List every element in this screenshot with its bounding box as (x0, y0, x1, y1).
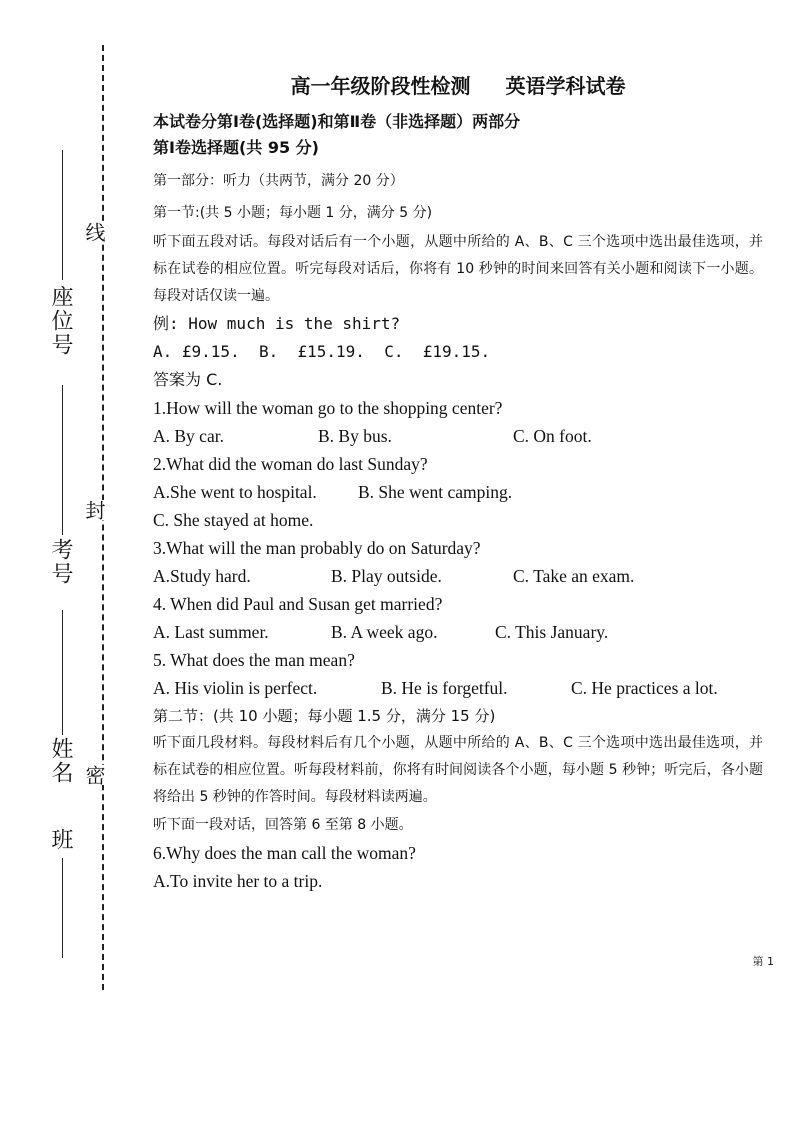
option-c: C. This January. (495, 622, 609, 642)
part-one-heading: 第Ⅰ卷选择题(共 95 分) (153, 138, 319, 157)
seat-number-blank (62, 150, 63, 280)
option-c: C. He practices a lot. (571, 678, 718, 698)
option-a: A. His violin is perfect. (153, 678, 318, 698)
listening-part-title: 第一部分：听力（共两节，满分 20 分） (153, 173, 404, 189)
section-two-title: 第二节：(共 10 小题；每小题 1.5 分，满分 15 分) (153, 707, 496, 725)
name-label: 姓名 (48, 737, 73, 785)
question-options (153, 618, 763, 646)
exam-number-blank (62, 385, 63, 535)
exam-intro: 本试卷分第Ⅰ卷(选择题)和第Ⅱ卷（非选择题）两部分 (153, 112, 521, 131)
class-label: 班 (48, 828, 73, 852)
binding-margin (0, 0, 110, 1000)
option-b: B. He is forgetful. (381, 678, 508, 698)
option-b: B. By bus. (318, 426, 392, 446)
example-question: 例: How much is the shirt? (153, 314, 401, 333)
option-b: B. A week ago. (331, 622, 438, 642)
option-c: C. Take an exam. (513, 566, 635, 586)
exam-number-label: 考号 (48, 538, 73, 586)
question-6-option-a: A.To invite her to a trip. (153, 871, 323, 891)
question-text: 1.How will the woman go to the shopping center? (153, 398, 503, 418)
section-two-instructions: 听下面几段材料。每段材料后有几个小题，从题中所给的 A、B、C 三个选项中选出最佳选项，并标在试卷的相应位置。听每段材料前，你将有时间阅读各个小题，每小题 5 秒钟；听完后，各小题将给出 5 秒钟的作答时间。每段材料读两遍。 (153, 735, 763, 805)
exam-content (153, 70, 763, 895)
exam-title: 高一年级阶段性检测 英语学科试卷 (290, 74, 626, 98)
question-options (153, 478, 763, 506)
option-b: B. Play outside. (331, 566, 442, 586)
class-blank (62, 858, 63, 958)
example-options: A. £9.15. B. £15.19. C. £19.15. (153, 342, 491, 361)
option-a: A.Study hard. (153, 566, 251, 586)
section-one-instructions: 听下面五段对话。每段对话后有一个小题，从题中所给的 A、B、C 三个选项中选出最佳选项，并标在试卷的相应位置。听完每段对话后，你将有 10 秒钟的时间来回答有关小题和阅读下一小题。每段对话仅读一遍。 (153, 234, 763, 304)
question-4 (153, 590, 763, 646)
option-a: A. Last summer. (153, 622, 269, 642)
seal-mark-secret: 密 (80, 765, 109, 785)
question-text: 5. What does the man mean? (153, 650, 355, 670)
question-options (153, 562, 763, 590)
option-c: C. On foot. (513, 426, 592, 446)
question-text: 3.What will the man probably do on Saturday? (153, 538, 481, 558)
seal-mark-seal: 封 (80, 500, 109, 520)
question-5 (153, 646, 763, 702)
question-6-text: 6.Why does the man call the woman? (153, 843, 416, 863)
question-3 (153, 534, 763, 590)
dialogue-intro: 听下面一段对话，回答第 6 至第 8 小题。 (153, 817, 413, 833)
question-2 (153, 450, 763, 534)
option-c: C. She stayed at home. (153, 510, 314, 530)
question-1 (153, 394, 763, 450)
seat-number-label: 座位号 (48, 285, 73, 357)
question-options (153, 422, 763, 450)
option-a: A. By car. (153, 426, 224, 446)
question-text: 2.What did the woman do last Sunday? (153, 454, 428, 474)
name-blank (62, 610, 63, 735)
question-text: 4. When did Paul and Susan get married? (153, 594, 443, 614)
example-answer: 答案为 C. (153, 370, 223, 389)
section-one-title: 第一节:(共 5 小题；每小题 1 分，满分 5 分) (153, 205, 433, 221)
question-options (153, 674, 763, 702)
option-a: A.She went to hospital. (153, 482, 317, 502)
page-number: 第 1 (752, 955, 774, 968)
seal-mark-line: 线 (80, 222, 109, 242)
option-b: B. She went camping. (358, 482, 513, 502)
